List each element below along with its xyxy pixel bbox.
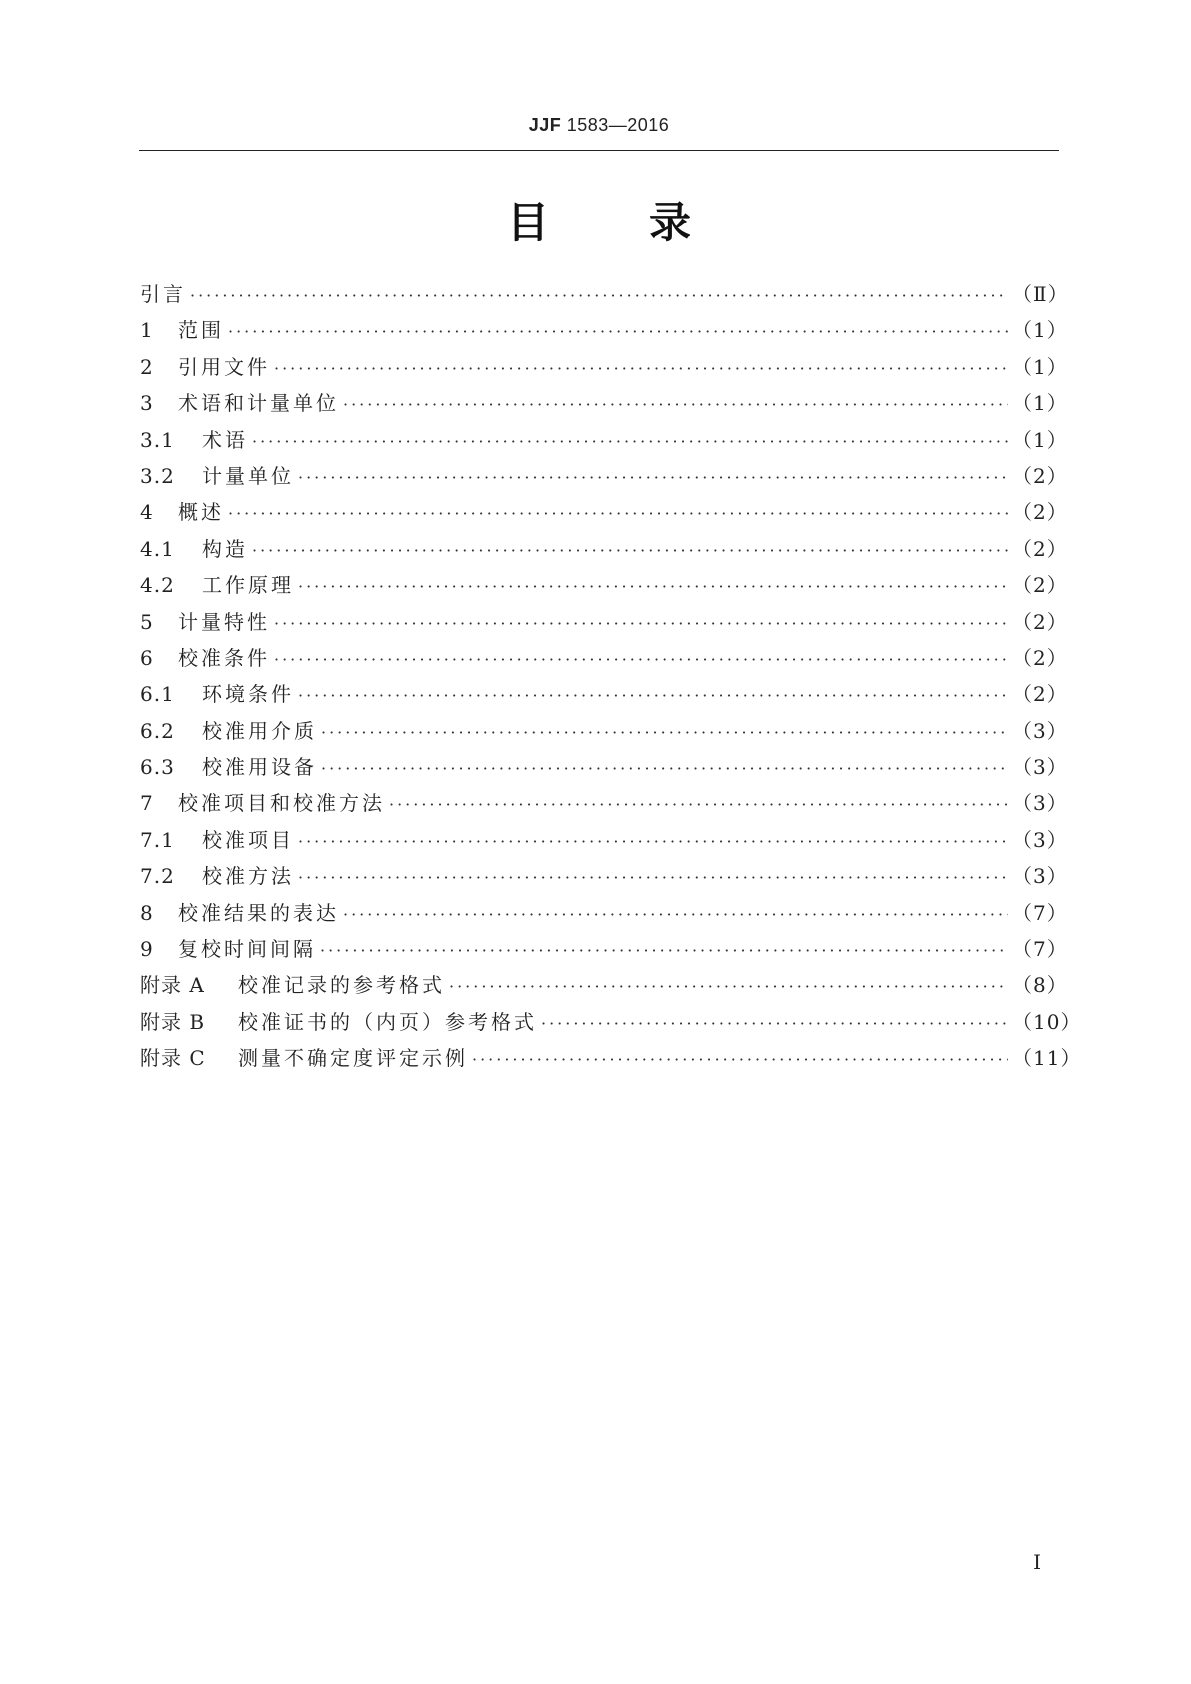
toc-entry[interactable]: [140, 531, 1068, 567]
toc-entry-title: 工作原理: [202, 573, 294, 598]
toc-entry[interactable]: [140, 494, 1068, 530]
toc-entry-number: 4: [140, 500, 154, 525]
toc-entry-number: 6.3: [140, 755, 175, 780]
toc-entry-number: 3: [140, 391, 154, 416]
toc-dot-leader: [320, 933, 1008, 969]
toc-entry-title: 计量单位: [202, 463, 294, 488]
toc-entry-page: （3）: [1012, 718, 1068, 743]
toc-dot-leader: [298, 860, 1008, 896]
toc-entry[interactable]: [140, 604, 1068, 640]
toc-dot-leader: [449, 969, 1008, 1005]
header-divider: [139, 150, 1059, 151]
toc-entry-number: 5: [140, 609, 154, 634]
toc-entry-page: （10）: [1012, 1009, 1082, 1034]
toc-entry[interactable]: [140, 967, 1068, 1003]
toc-dot-leader: [343, 387, 1008, 423]
toc-entry-page: （2）: [1012, 500, 1068, 525]
toc-entry-page: （3）: [1012, 791, 1068, 816]
toc-dot-leader: [298, 569, 1008, 605]
toc-entry-page: （1）: [1012, 427, 1068, 452]
toc-entry-number: 6: [140, 645, 154, 670]
toc-entry-page: （3）: [1012, 755, 1068, 780]
toc-entry-title: 校准结果的表达: [178, 900, 339, 925]
toc-entry-page: （7）: [1012, 900, 1068, 925]
toc-entry-title: 校准条件: [178, 645, 270, 670]
toc-entry-title: 范围: [178, 318, 224, 343]
toc-entry-title: 校准方法: [202, 864, 294, 889]
page-title: [139, 195, 1059, 251]
toc-entry[interactable]: [140, 567, 1068, 603]
toc-entry-page: （3）: [1012, 827, 1068, 852]
title-char-1: 目: [506, 198, 549, 247]
standard-code-prefix: JJF: [528, 115, 562, 135]
toc-entry[interactable]: [140, 458, 1068, 494]
toc-entry-title: 引用文件: [178, 354, 270, 379]
toc-entry-title: 校准用介质: [202, 718, 317, 743]
toc-entry-number: 9: [140, 937, 154, 962]
toc-entry-page: （2）: [1012, 536, 1068, 561]
toc-entry[interactable]: [140, 749, 1068, 785]
toc-dot-leader: [274, 642, 1008, 678]
toc-entry-page: （8）: [1012, 973, 1068, 998]
toc-entry-number: 2: [140, 354, 154, 379]
toc-entry[interactable]: [140, 858, 1068, 894]
toc-dot-leader: [298, 678, 1008, 714]
toc-entry-title: 术语: [202, 427, 248, 452]
table-of-contents: [140, 276, 1082, 1077]
toc-entry-title: 校准用设备: [202, 755, 317, 780]
toc-entry-number: 7.2: [140, 864, 175, 889]
toc-entry-number: 6.2: [140, 718, 175, 743]
toc-entry[interactable]: [140, 1040, 1082, 1076]
toc-entry-number: 附录 C: [140, 1046, 206, 1071]
toc-entry-number: 3.2: [140, 463, 175, 488]
toc-dot-leader: [321, 751, 1008, 787]
toc-entry-page: （2）: [1012, 682, 1068, 707]
toc-entry-page: （2）: [1012, 573, 1068, 598]
toc-entry[interactable]: [140, 422, 1068, 458]
toc-entry[interactable]: [140, 931, 1068, 967]
toc-entry-page: （11）: [1012, 1046, 1082, 1071]
toc-entry-title: 校准证书的（内页）参考格式: [238, 1009, 537, 1034]
toc-entry[interactable]: [140, 895, 1068, 931]
toc-entry-title: 引言: [140, 282, 186, 306]
toc-dot-leader: [228, 496, 1008, 532]
toc-entry[interactable]: [140, 276, 1069, 312]
toc-entry-number: 8: [140, 900, 154, 925]
toc-entry-title: 计量特性: [178, 609, 270, 634]
toc-entry-page: （1）: [1012, 354, 1068, 379]
toc-entry-title: 构造: [202, 536, 248, 561]
toc-dot-leader: [321, 715, 1008, 751]
toc-dot-leader: [190, 278, 1008, 314]
toc-entry-page: （3）: [1012, 864, 1068, 889]
toc-entry-title: 概述: [178, 500, 224, 525]
toc-dot-leader: [274, 606, 1008, 642]
toc-entry[interactable]: [140, 312, 1068, 348]
toc-entry-title: 环境条件: [202, 682, 294, 707]
toc-entry-number: 6.1: [140, 682, 175, 707]
toc-entry-page: （2）: [1012, 609, 1068, 634]
toc-entry[interactable]: [140, 676, 1068, 712]
standard-code-number: 1583—2016: [561, 115, 670, 135]
toc-dot-leader: [274, 351, 1008, 387]
toc-entry[interactable]: [140, 713, 1068, 749]
toc-entry-page: （1）: [1012, 391, 1068, 416]
toc-entry-number: 附录 B: [140, 1009, 206, 1034]
toc-entry-page: （1）: [1012, 318, 1068, 343]
toc-entry-page: （Ⅱ）: [1012, 282, 1069, 306]
page-number: Ⅰ: [1033, 1550, 1041, 1574]
toc-entry[interactable]: [140, 640, 1068, 676]
toc-entry[interactable]: [140, 1004, 1082, 1040]
toc-dot-leader: [472, 1042, 1008, 1078]
toc-dot-leader: [252, 424, 1008, 460]
toc-dot-leader: [252, 533, 1008, 569]
toc-entry[interactable]: [140, 385, 1068, 421]
toc-dot-leader: [541, 1006, 1008, 1042]
toc-entry[interactable]: [140, 822, 1068, 858]
toc-entry-page: （7）: [1012, 937, 1068, 962]
toc-dot-leader: [298, 460, 1008, 496]
toc-entry-number: 附录 A: [140, 973, 205, 998]
toc-entry[interactable]: [140, 785, 1068, 821]
toc-entry-title: 术语和计量单位: [178, 391, 339, 416]
toc-entry-title: 校准项目: [202, 827, 294, 852]
toc-entry-number: 1: [140, 318, 154, 343]
toc-entry-title: 测量不确定度评定示例: [238, 1046, 468, 1071]
document-header: [139, 115, 1059, 143]
toc-entry-page: （2）: [1012, 645, 1068, 670]
toc-entry-title: 校准记录的参考格式: [238, 973, 445, 998]
toc-dot-leader: [343, 897, 1008, 933]
toc-dot-leader: [228, 314, 1008, 350]
toc-entry-number: 4.1: [140, 536, 175, 561]
toc-entry-page: （2）: [1012, 463, 1068, 488]
toc-entry-title: 复校时间间隔: [178, 937, 316, 962]
title-char-2: 录: [649, 198, 692, 247]
toc-dot-leader: [298, 824, 1008, 860]
toc-entry-number: 3.1: [140, 427, 175, 452]
toc-entry-number: 7.1: [140, 827, 175, 852]
toc-entry-number: 7: [140, 791, 154, 816]
toc-entry-title: 校准项目和校准方法: [178, 791, 385, 816]
toc-dot-leader: [389, 787, 1008, 823]
toc-entry[interactable]: [140, 349, 1068, 385]
toc-entry-number: 4.2: [140, 573, 175, 598]
